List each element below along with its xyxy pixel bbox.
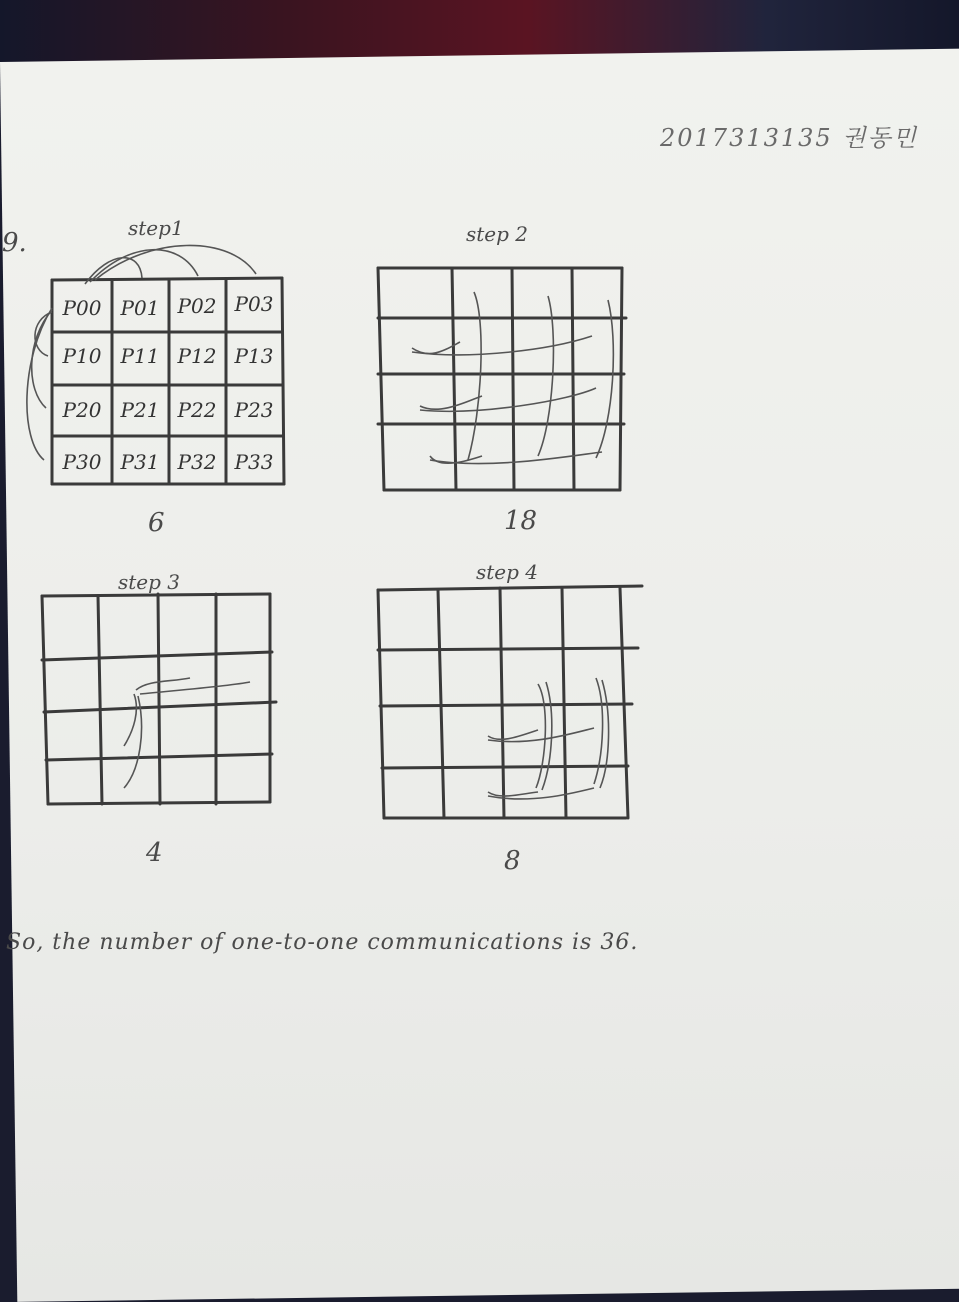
grid-label-p30: P30 (62, 450, 102, 474)
step1-label: step1 (128, 216, 184, 240)
grid-label-p13: P13 (234, 344, 274, 368)
grid-label-p21: P21 (120, 398, 160, 422)
grid-label-p12: P12 (177, 344, 217, 368)
grid-label-p20: P20 (62, 398, 102, 422)
conclusion-text: So, the number of one-to-one communications is 36. (6, 930, 639, 955)
grid-label-p31: P31 (120, 450, 160, 474)
grid-label-p11: P11 (120, 344, 160, 368)
step4-grid (370, 584, 650, 824)
grid-label-p32: P32 (177, 450, 217, 474)
step1-count: 6 (148, 508, 165, 538)
step4-count: 8 (504, 846, 521, 876)
grid-label-p02: P02 (177, 294, 217, 318)
grid-label-p23: P23 (234, 398, 274, 422)
grid-label-p10: P10 (62, 344, 102, 368)
student-id-and-name: 2017313135 권동민 (660, 124, 918, 152)
grid-label-p03: P03 (234, 292, 274, 316)
grid-label-p22: P22 (177, 398, 217, 422)
grid-label-p01: P01 (120, 296, 160, 320)
step3-label: step 3 (118, 570, 181, 594)
step4-label: step 4 (476, 560, 539, 584)
step3-count: 4 (146, 838, 163, 868)
step2-label: step 2 (466, 222, 529, 246)
step3-grid (30, 590, 290, 820)
grid-label-p00: P00 (62, 296, 102, 320)
step2-count: 18 (504, 506, 538, 536)
step2-grid (370, 260, 640, 500)
grid-label-p33: P33 (234, 450, 274, 474)
question-number: 9. (2, 228, 27, 258)
